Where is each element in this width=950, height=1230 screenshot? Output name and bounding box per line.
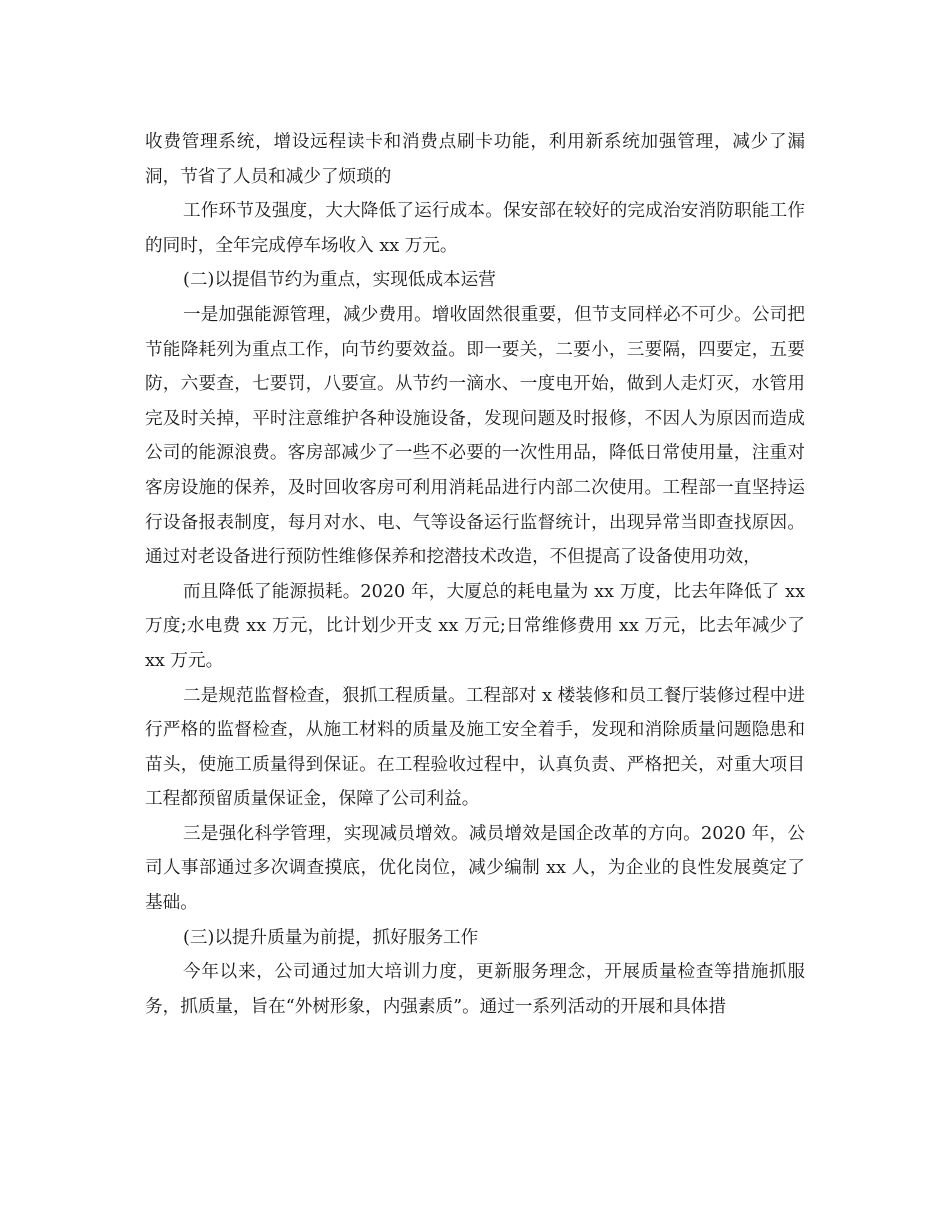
paragraph-quality-supervision: 二是规范监督检查，狠抓工程质量。工程部对 x 楼装修和员工餐厅装修过程中进行严格的监督检查，从施工材料的质量及施工安全着手，发现和消除质量问题隐患和苗头，使施工质量得到保证。在工程验收过程中，认真负责、严格把关，对重大项目工程都预留质量保证金，保障了公司利益。	[145, 685, 805, 810]
paragraph-energy-results: 而且降低了能源损耗。2020 年，大厦总的耗电量为 xx 万度，比去年降低了 xx 万度;水电费 xx 万元，比计划少开支 xx 万元;日常维修费用 xx 万元，比去年减少了 xx 万元。	[145, 581, 805, 671]
paragraph-1: 收费管理系统，增设远程读卡和消费点刷卡功能，利用新系统加强管理，减少了漏洞，节省了人员和减少了烦琐的	[145, 132, 805, 187]
section-heading-2: (二)以提倡节约为重点，实现低成本运营	[183, 270, 496, 291]
paragraph-service-work: 今年以来，公司通过加大培训力度，更新服务理念，开展质量检查等措施抓服务，抓质量，旨在“外树形象，内强素质”。通过一系列活动的开展和具体措	[145, 962, 805, 1017]
document-page	[145, 125, 805, 1024]
paragraph-2: 工作环节及强度，大大降低了运行成本。保安部在较好的完成治安消防职能工作的同时，全年完成停车场收入 xx 万元。	[145, 201, 805, 256]
paragraph-staff-reduction: 三是强化科学管理，实现减员增效。减员增效是国企改革的方向。2020 年，公司人事部通过多次调查摸底，优化岗位，减少编制 xx 人，为企业的良性发展奠定了基础。	[145, 823, 805, 914]
section-heading-3: (三)以提升质量为前提，抓好服务工作	[183, 927, 479, 948]
paragraph-energy-management: 一是加强能源管理，减少费用。增收固然很重要，但节支同样必不可少。公司把节能降耗列为重点工作，向节约要效益。即一要关，二要小，三要隔，四要定，五要防，六要查，七要罚，八要宣。从节约一滴水、一度电开始，做到人走灯灭，水管用完及时关掉，平时注意维护各种设施设备，发现问题及时报修，不因人为原因而造成公司的能源浪费。客房部减少了一些不必要的一次性用品，降低日常使用量，注重对客房设施的保养，及时回收客房可利用消耗品进行内部二次使用。工程部一直坚持运行设备报表制度，每月对水、电、气等设备运行监督统计，出现异常当即查找原因。通过对老设备进行预防性维修保养和挖潜技术改造，不但提高了设备使用功效，	[145, 304, 805, 568]
